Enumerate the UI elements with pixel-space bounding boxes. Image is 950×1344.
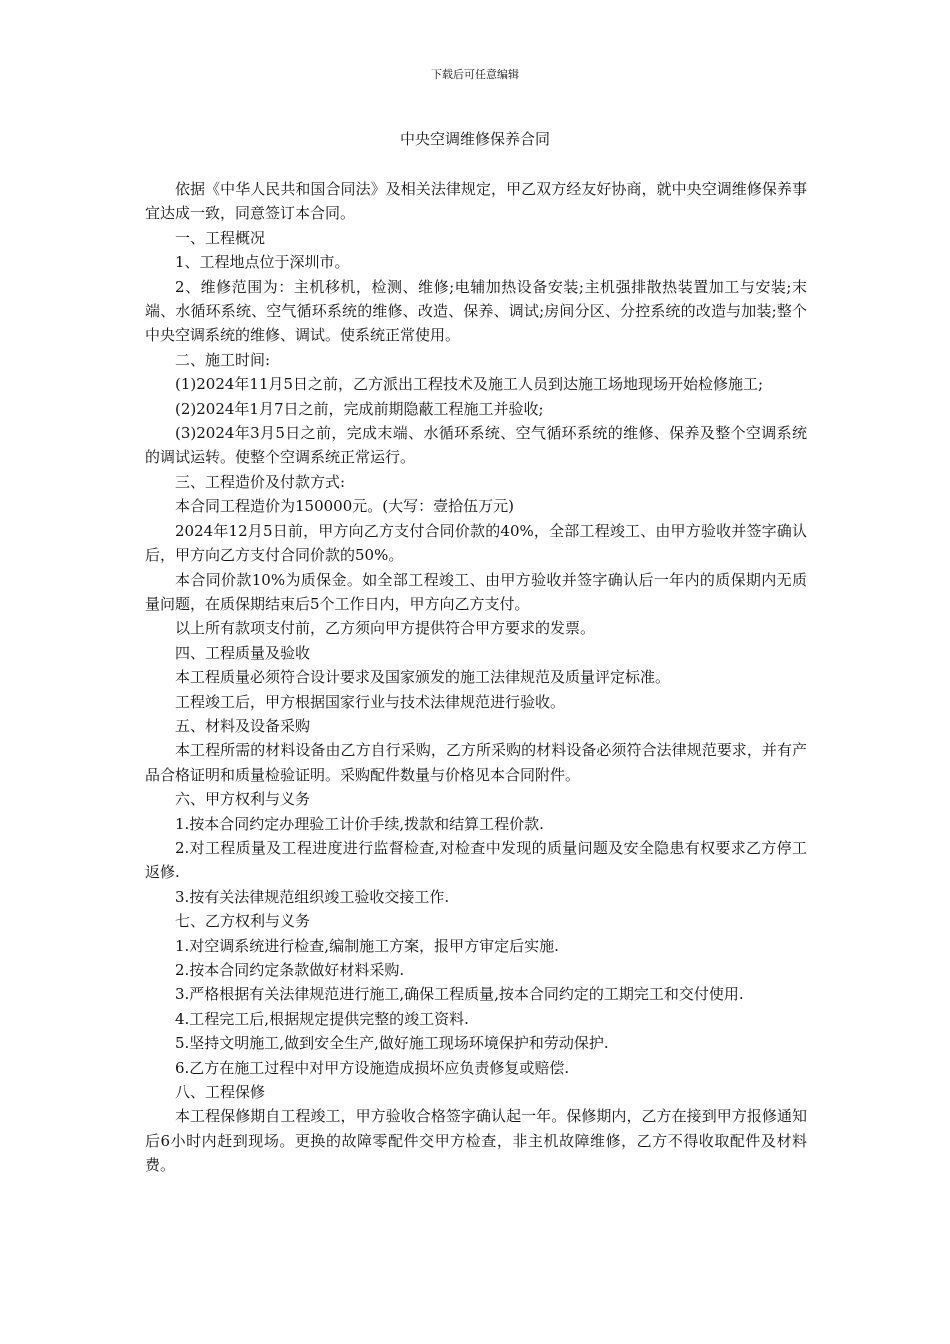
paragraph: 工程竣工后，甲方根据国家行业与技术法律规范进行验收。	[175, 692, 566, 711]
paragraph: 2024年12月5日前，甲方向乙方支付合同价款的40%，全部工程竣工、由甲方验收并签字确认后，甲方向乙方支付合同价款的50%。	[145, 521, 807, 565]
paragraph: 依据《中华人民共和国合同法》及相关法律规定，甲乙双方经友好协商，就中央空调维修保养事宜达成一致，同意签订本合同。	[145, 180, 807, 223]
paragraph: 4.工程完工后,根据规定提供完整的竣工资料.	[175, 1009, 469, 1028]
paragraph: 3.按有关法律规范组织竣工验收交接工作.	[175, 887, 450, 906]
paragraph: 以上所有款项支付前，乙方须向甲方提供符合甲方要求的发票。	[175, 619, 596, 638]
paragraph: (1)2024年11月5日之前，乙方派出工程技术及施工人员到达施工场地现场开始检修施工;	[175, 375, 764, 394]
paragraph: 本工程所需的材料设备由乙方自行采购，乙方所采购的材料设备必须符合法律规范要求，并有产品合格证明和质量检验证明。采购配件数量与价格见本合同附件。	[145, 741, 807, 784]
section-heading: 一、工程概况	[175, 228, 266, 247]
section-heading: 七、乙方权利与义务	[175, 912, 311, 931]
document-title: 中央空调维修保养合同	[399, 130, 550, 148]
paragraph: 2.对工程质量及工程进度进行监督检查,对检查中发现的质量问题及安全隐患有权要求乙方停工返修.	[145, 838, 807, 882]
paragraph: 本合同工程造价为150000元。(大写：壹拾伍万元)	[175, 497, 514, 516]
paragraph: 3.严格根据有关法律规范进行施工,确保工程质量,按本合同约定的工期完工和交付使用.	[175, 985, 744, 1004]
section-heading: 五、材料及设备采购	[175, 716, 311, 735]
paragraph: (3)2024年3月5日之前，完成末端、水循环系统、空气循环系统的维修、保养及整个空调系统的调试运转。使整个空调系统正常运行。	[145, 424, 807, 467]
section-heading: 三、工程造价及付款方式:	[175, 472, 346, 491]
paragraph: 2、维修范围为：主机移机，检测、维修;电辅加热设备安装;主机强排散热装置加工与安装;末端、水循环系统、空气循环系统的维修、改造、保养、调试;房间分区、分控系统的改造与加装;整个中央空调系统的维修、调试。使系统正常使用。	[145, 277, 807, 345]
section-heading: 八、工程保修	[175, 1083, 266, 1102]
header-note: 下载后可任意编辑	[431, 68, 519, 81]
section-heading: 二、施工时间:	[175, 350, 271, 369]
paragraph: 1.按本合同约定办理验工计价手续,拨款和结算工程价款.	[175, 814, 544, 833]
paragraph: 1.对空调系统进行检查,编制施工方案，报甲方审定后实施.	[175, 936, 559, 955]
document-body	[145, 177, 807, 1178]
section-heading: 六、甲方权利与义务	[175, 790, 311, 809]
paragraph: 本工程质量必须符合设计要求及国家颁发的施工法律规范及质量评定标准。	[175, 668, 671, 687]
paragraph: 5.坚持文明施工,做到安全生产,做好施工现场环境保护和劳动保护.	[175, 1034, 609, 1053]
paragraph: (2)2024年1月7日之前，完成前期隐蔽工程施工并验收;	[175, 399, 544, 418]
paragraph: 2.按本合同约定条款做好材料采购.	[175, 961, 405, 979]
paragraph: 本合同价款10%为质保金。如全部工程竣工、由甲方验收并签字确认后一年内的质保期内无质量问题，在质保期结束后5个工作日内，甲方向乙方支付。	[145, 570, 807, 613]
paragraph: 6.乙方在施工过程中对甲方设施造成损坏应负责修复或赔偿.	[175, 1058, 570, 1077]
paragraph: 本工程保修期自工程竣工，甲方验收合格签字确认起一年。保修期内，乙方在接到甲方报修通知后6小时内赶到现场。更换的故障零配件交甲方检查，非主机故障维修，乙方不得收取配件及材料费。	[145, 1107, 807, 1175]
paragraph: 1、工程地点位于深圳市。	[175, 253, 350, 272]
section-heading: 四、工程质量及验收	[175, 643, 311, 662]
